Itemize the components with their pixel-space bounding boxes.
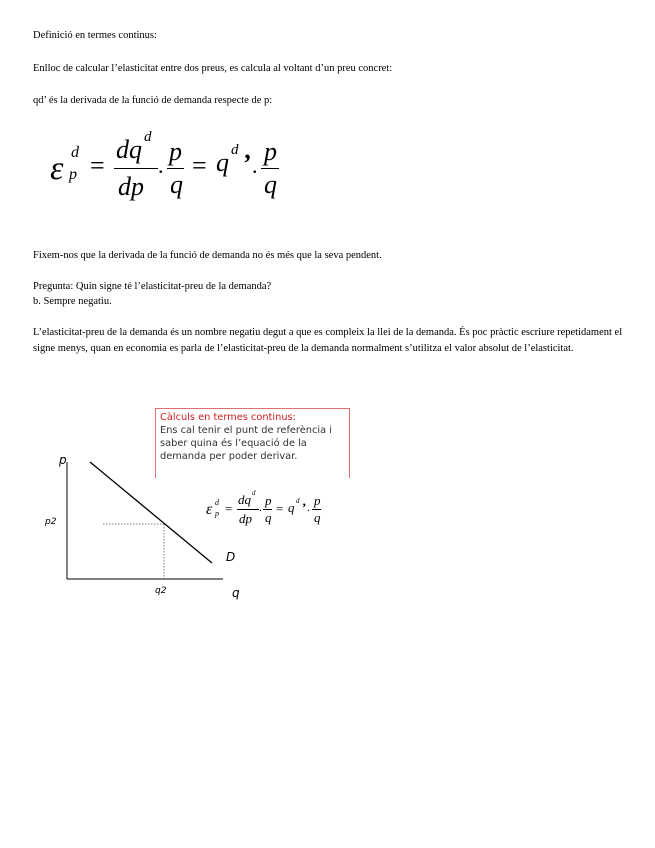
fraction2-denominator: q xyxy=(170,170,183,199)
small-elasticity-formula xyxy=(206,490,346,540)
question-text: Pregunta: Quin signe té l’elasticitat-preu de la demanda? xyxy=(33,281,272,292)
small-num3: p xyxy=(314,493,321,508)
answer-text: b. Sempre negatiu. xyxy=(33,296,112,307)
small-epsilon-sub: p xyxy=(215,509,219,518)
equals-sign-1: = xyxy=(90,151,105,180)
small-equals-1: = xyxy=(225,501,233,516)
q2-label: q2 xyxy=(155,586,167,596)
epsilon-subscript: p xyxy=(69,166,77,183)
fraction1-bar xyxy=(114,168,158,169)
small-num1: dq xyxy=(238,492,251,507)
instead-text: Enlloc de calcular l’elasticitat entre dos preus, es calcula al voltant d’un preu concret: xyxy=(33,63,393,74)
small-epsilon-sup: d xyxy=(215,498,219,507)
explanation-paragraph: L’elasticitat-preu de la demanda és un nombre negatiu degut a que es compleix la llei de la demanda. És poc pràctic escriure repetidament el signe menys, quan en economia es parla de l’elasticitat-preu de la demanda normalment s’utilitza el valor absolut de l’elasticitat. xyxy=(33,327,623,354)
small-q-sup: d xyxy=(296,497,300,505)
demand-curve-label: D xyxy=(226,550,236,564)
equals-sign-2: = xyxy=(192,151,207,180)
fraction3-denominator: q xyxy=(264,170,277,199)
dot-operator: . xyxy=(158,153,164,178)
small-prime: ’ xyxy=(302,500,307,515)
small-q: q xyxy=(288,500,295,515)
small-epsilon: ε xyxy=(206,501,213,518)
elasticity-formula xyxy=(50,125,310,215)
slope-text: Fixem-nos que la derivada de la funció de demanda no és més que la seva pendent. xyxy=(33,250,382,261)
axis-p-label: p xyxy=(59,453,67,467)
small-den1: dp xyxy=(239,511,252,526)
epsilon-symbol: ε xyxy=(50,150,64,187)
fraction2-numerator: p xyxy=(169,137,182,166)
derivative-text: qd’ és la derivada de la funció de demanda respecte de p: xyxy=(33,95,273,106)
small-dot: . xyxy=(259,502,262,514)
small-fraction1-bar xyxy=(237,509,259,510)
p2-label: p2 xyxy=(45,517,57,527)
q-superscript: d xyxy=(231,142,239,158)
axis-q-label: q xyxy=(232,586,240,600)
fraction3-numerator: p xyxy=(264,137,277,166)
dot-operator-2: . xyxy=(252,153,258,178)
definition-text: Definició en termes continus: xyxy=(33,30,157,41)
small-num2: p xyxy=(265,493,272,508)
prime-mark: ’ xyxy=(243,149,252,178)
fraction1-denominator: dp xyxy=(118,172,144,201)
small-equals-2: = xyxy=(276,501,284,516)
small-den3: q xyxy=(314,510,321,525)
callout-text: Ens cal tenir el punt de referència i saber quina és l’equació de la demanda per poder derivar. xyxy=(160,425,332,462)
continuous-calculation-callout xyxy=(155,408,350,478)
fraction1-numerator: dq xyxy=(116,135,142,164)
small-dot-2: . xyxy=(307,502,310,514)
epsilon-superscript: d xyxy=(71,144,79,161)
fraction1-numerator-superscript: d xyxy=(144,129,152,145)
small-num1-sup: d xyxy=(252,489,256,497)
small-den2: q xyxy=(265,510,272,525)
q-variable: q xyxy=(216,148,229,177)
callout-title: Càlculs en termes continus: xyxy=(160,412,296,423)
